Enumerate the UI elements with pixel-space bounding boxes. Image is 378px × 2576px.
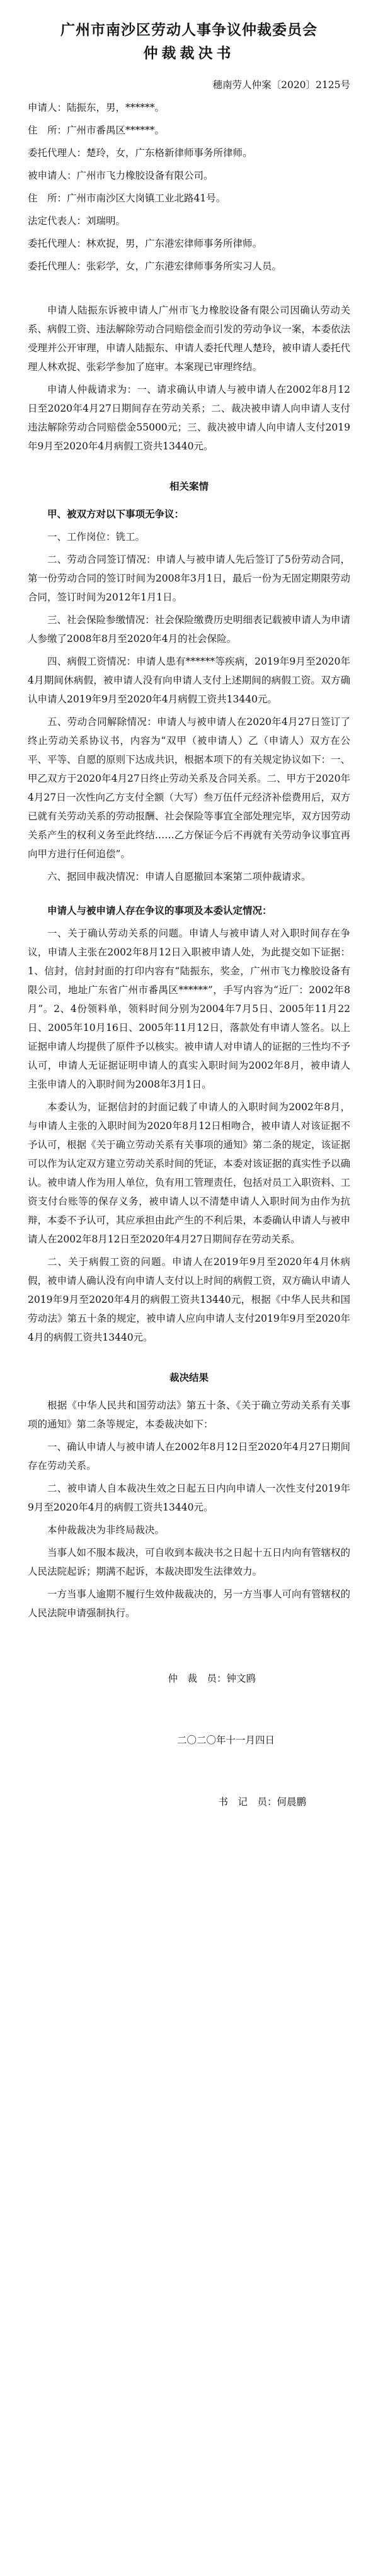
- fact-paragraph: 一、工作岗位：铣工。: [47, 531, 146, 543]
- claims-paragraph: 申请人仲裁请求为：一、请求确认申请人与被申请人在2002年8月12日至2020年4月27日期间存在劳动关系；二、裁决被申请人向申请人支付违法解除劳动合同赔偿金55000元；三、裁决被申请人向申请人支付2019年9月至2020年4月病假工资共13440元。: [28, 384, 350, 452]
- party-line: 委托代理人：林欢捉，男，广东港宏律师事务所律师。: [28, 238, 263, 249]
- dispute-subtitle: 申请人与被申请人存在争议的事项及本委认定情况：: [47, 904, 272, 916]
- dispute-paragraph: 本委认为，证据信封的封面记载了申请人的入职时间为2002年8月，与申请人主张的入职时间为2020年8月12日相吻合，被申请人对该证据不予认可，根据《关于确立劳动关系有关事项的通知》第二条的规定，该证据可以作为认定双方建立劳动关系时间的凭证，本委对该证据的真实性予以确认。被申请人作为用人单位，负有用工管理责任，包括对员工入职资料、工资支付台账等的保存义务，被申请人以不清楚申请人入职时间为由作为抗辩，本委不予认可，其应承担由此产生的不利后果，本委确认申请人与被申请人在2002年8月12日至2020年4月27日期间存在劳动关系。: [28, 1101, 350, 1245]
- party-line: 住 所：广州市番禺区******。: [28, 125, 165, 136]
- dispute-paragraph: 一、关于确认劳动关系的问题。申请人与被申请人对入职时间存在争议，申请人主张在2002年8月12日入职被申请人处，为此提交如下证据：1、信封，信封封面的打印内容有“陆振东，奖金，广州市飞力橡胶设备有限公司，地址广东省广州市番禺区******”，手写内容为“近厂：2002年8月”。2、4份领料单，领料时间分别为2004年7月5日、2005年11月22日、2005年10月16日、2005年11月12日，落款处有申请人签名。以上证据申请人均提供了原件予以核实。被申请人对申请人的证据的三性均不予认可，申请人无证据证明申请人的真实入职时间为2002年8月，被申请人主张申请人的入职时间为2008年3月1日。: [28, 928, 350, 1090]
- issuing-body-title: 广州市南沙区劳动人事争议仲裁委员会: [60, 21, 318, 38]
- party-line: 委托代理人：张彩学，女，广东港宏律师事务所实习人员。: [28, 261, 282, 272]
- party-line: 被申请人：广州市飞力橡胶设备有限公司。: [28, 170, 214, 181]
- clerk-signature: 书 记 员：何晨鹏: [218, 1796, 306, 1808]
- fact-paragraph: 二、劳动合同签订情况：申请人与被申请人先后签订了5份劳动合同，第一份劳动合同的签订时间为2008年3月1日，最后一份为无固定期限劳动合同，签订时间为2012年1月1日。: [28, 554, 350, 603]
- document-type-title: 仲裁裁决书: [143, 45, 235, 62]
- facts-subtitle: 甲、被双方对以下事项无争议：: [47, 508, 185, 520]
- party-line: 申请人：陆振东，男，******。: [28, 102, 165, 113]
- parties-block: [28, 98, 350, 276]
- ruling-paragraph: 二、被申请人自本裁决生效之日起五日内向申请人一次性支付2019年9月至2020年4月的病假工资共13440元。: [28, 1483, 350, 1513]
- case-number: 穗南劳人仲案〔2020〕2125号: [212, 79, 350, 91]
- arbitrator-signature: 仲 裁 员：钟文鸥: [168, 1673, 256, 1684]
- fact-paragraph: 五、劳动合同解除情况：申请人与被申请人在2020年4月27日签订了终止劳动关系协议书，内容为“双甲（被申请人）乙（申请人）双方在公平、平等、自愿的原则下达成共识，根据本项下的有关规定协议如下：一、甲乙双方于2020年4月27日终止劳动关系及合同关系。二、甲方于2020年4月27日一次性向乙方支付全额（大写）叁万伍仟元经济补偿费用后，双方已就有关劳动关系的劳动报酬、社会保险等事宜全部处理完毕，双方因劳动关系产生的权利义务至此终结……乙方保证今后不再就有关劳动争议事宜再向甲方进行任何追偿”。: [28, 716, 350, 860]
- ruling-section-title: 裁决结果: [169, 1371, 209, 1383]
- dispute-paragraph: 二、关于病假工资的问题。申请人在2019年9月至2020年4月休病假，被申请人确认没有向申请人支付以上时间的病假工资，双方确认申请人2019年9月至2020年4月的病假工资共13440元，根据《中华人民共和国劳动法》第五十条的规定，被申请人应向申请人支付2019年9月至2020年4月的病假工资共13440元。: [28, 1256, 350, 1343]
- ruling-intro: 根据《中华人民共和国劳动法》第五十条、《关于确立劳动关系有关事项的通知》第二条等规定，本委裁决如下：: [28, 1400, 350, 1430]
- party-line: 住 所：广州市南沙区大岗镇工业北路41号。: [28, 193, 226, 204]
- party-line: 委托代理人：楚玲，女，广东格新律师事务所律师。: [28, 147, 253, 159]
- ruling-paragraph: 一方当事人逾期不履行生效仲裁裁决的，另一方当事人可向有管辖权的人民法院申请强制执行。: [28, 1589, 350, 1619]
- award-date: 二〇二〇年十一月四日: [176, 1735, 275, 1746]
- intro-paragraph: 申请人陆振东诉被申请人广州市飞力橡胶设备有限公司因确认劳动关系、病假工资、违法解除劳动合同赔偿金而引发的劳动争议一案，本委依法受理并公开审理，申请人陆振东、申请人委托代理人楚玲，被申请人委托代理人林欢捉、张彩学参加了庭审。本案现已审理终结。: [28, 305, 350, 373]
- party-line: 法定代表人：刘瑞明。: [28, 215, 126, 227]
- facts-section-title: 相关案情: [169, 480, 209, 492]
- fact-paragraph: 三、社会保险参缴情况：社会保险缴费历史明细表记载被申请人为申请人参缴了2008年8月至2020年4月的社会保险。: [28, 614, 350, 644]
- ruling-paragraph: 本仲裁裁决为非终局裁决。: [47, 1524, 165, 1536]
- fact-paragraph: 四、病假工资情况：申请人患有******等疾病，2019年9月至2020年4月期间休病假，被申请人没有向申请人支付上述期间的病假工资。双方确认申请人2019年9月至2020年4月病假工资共13440元。: [28, 656, 350, 705]
- ruling-paragraph: 当事人如不服本裁决，可自收到本裁决书之日起十五日内向有管辖权的人民法院起诉；期满不起诉，本裁决即发生法律效力。: [28, 1547, 350, 1577]
- ruling-paragraph: 一、确认申请人与被申请人在2002年8月12日至2020年4月27日期间存在劳动关系。: [28, 1441, 350, 1471]
- fact-paragraph: 六、据回申裁决情况：申请人自愿撤回本案第二项仲裁请求。: [47, 871, 311, 882]
